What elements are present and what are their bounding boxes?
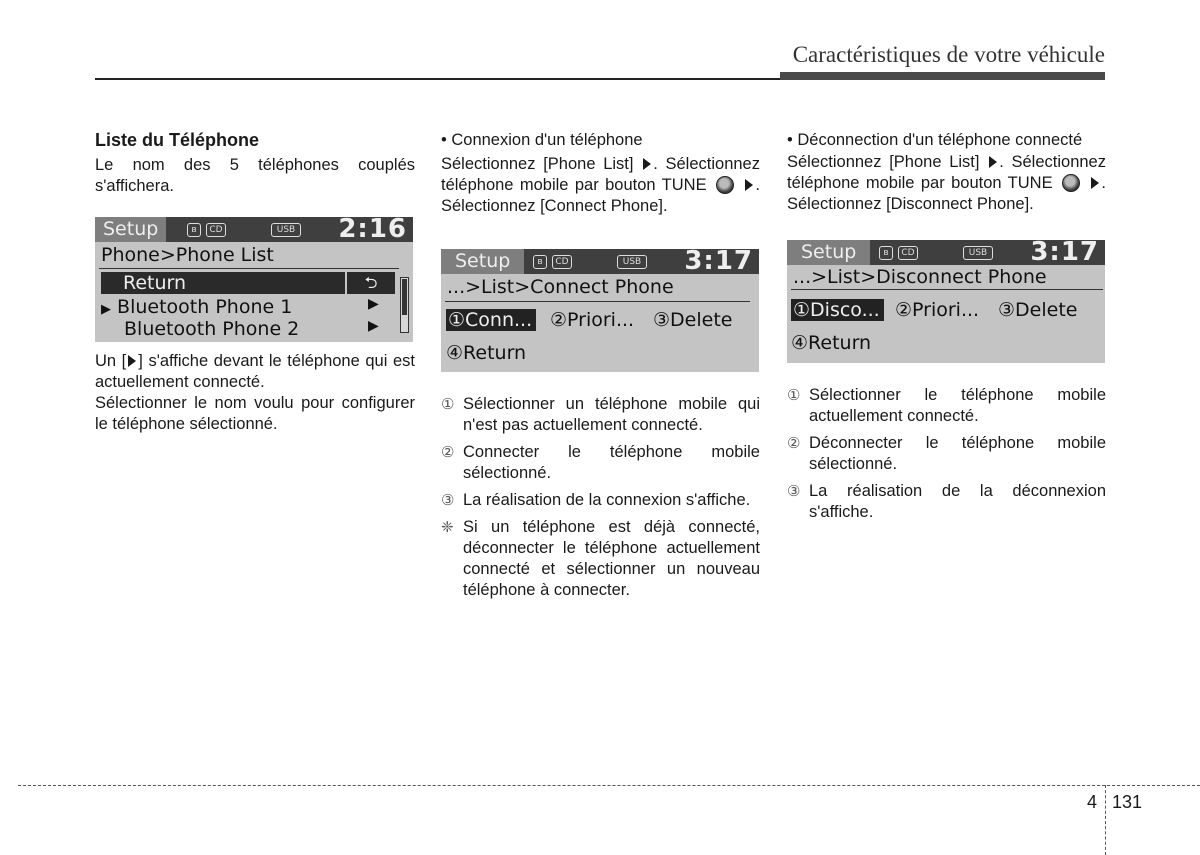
cd-icon: CD xyxy=(552,255,572,269)
page-header-title: Caractéristiques de votre véhicule xyxy=(792,42,1105,67)
column-connect-phone-list xyxy=(441,394,760,607)
option-disconnect[interactable]: ①Disco... xyxy=(791,299,884,321)
page-number: 131 xyxy=(1112,792,1143,812)
list-number: ② xyxy=(787,435,801,452)
lcd-screen-phone-list xyxy=(95,217,413,342)
lcd-list-item[interactable]: Bluetooth Phone 2 xyxy=(124,318,300,340)
lcd-return-item[interactable]: Return xyxy=(101,272,345,294)
lcd-clock: 2:16 xyxy=(338,217,407,244)
chevron-right-icon: ▶ xyxy=(368,318,379,334)
column-phone-list xyxy=(95,130,415,197)
list-number: ③ xyxy=(441,492,455,509)
lcd-divider xyxy=(99,268,399,269)
text-fragment: ] s'affiche devant le téléphone qui est actuellement connecté. xyxy=(95,352,415,391)
list-text: La réalisation de la déconnexion s'affiche. xyxy=(809,482,1106,521)
list-text: Sélectionner le téléphone mobile actuellement connecté. xyxy=(809,386,1106,425)
footer-rule xyxy=(18,785,1200,786)
list-text: Si un téléphone est déjà connecté, déconnecter le téléphone actuellement connecté et sélectionner un nouveau téléphone à connecter. xyxy=(463,518,760,599)
list-text: La réalisation de la connexion s'affiche. xyxy=(463,491,751,509)
header-rule-thick xyxy=(780,72,1105,80)
cd-icon: CD xyxy=(898,246,918,260)
list-number: ② xyxy=(441,444,455,461)
usb-icon: USB xyxy=(617,255,647,269)
list-item xyxy=(787,481,1106,523)
list-item xyxy=(441,442,760,484)
lcd-divider xyxy=(791,289,1103,290)
list-number: ① xyxy=(787,387,801,404)
chevron-right-icon: ▶ xyxy=(368,296,379,312)
option-delete[interactable]: ③Delete xyxy=(653,309,733,331)
lcd-screen-disconnect-phone xyxy=(787,240,1105,363)
option-connect[interactable]: ①Conn... xyxy=(446,309,536,331)
lcd-setup-tab: Setup xyxy=(95,217,166,242)
usb-icon: USB xyxy=(963,246,993,260)
list-number: ❈ xyxy=(441,519,454,536)
option-return[interactable]: ④Return xyxy=(791,332,872,354)
play-marker-icon xyxy=(1091,177,1099,189)
bluetooth-icon: ʙ xyxy=(879,246,893,260)
option-delete[interactable]: ③Delete xyxy=(998,299,1078,321)
text-fragment: . Sélectionnez [Disconnect Phone]. xyxy=(787,174,1106,213)
option-priority[interactable]: ②Priori... xyxy=(895,299,980,321)
text-fragment: . Sélectionnez téléphone mobile par bouton TUNE xyxy=(787,153,1106,192)
lcd-list-item-label: Bluetooth Phone 1 xyxy=(117,296,293,318)
lcd-path: Phone>Phone List xyxy=(101,244,274,266)
instruction-paragraph xyxy=(441,154,760,217)
bluetooth-icon: ʙ xyxy=(533,255,547,269)
tune-knob-icon xyxy=(716,176,734,194)
instruction-paragraph xyxy=(787,152,1106,215)
lcd-scrollbar xyxy=(400,277,409,333)
lcd-divider xyxy=(445,301,750,302)
connected-marker-paragraph xyxy=(95,351,415,393)
cd-icon: CD xyxy=(206,223,226,237)
play-marker-icon xyxy=(643,158,651,170)
list-item xyxy=(441,490,760,511)
lcd-clock: 3:17 xyxy=(1030,240,1099,267)
list-item xyxy=(441,517,760,601)
column-connect-phone xyxy=(441,130,760,217)
list-number: ③ xyxy=(787,483,801,500)
text-fragment: . Sélectionnez téléphone mobile par bouton TUNE xyxy=(441,155,760,194)
intro-paragraph: Le nom des 5 téléphones couplés s'affichera. xyxy=(95,156,415,195)
play-marker-icon xyxy=(745,179,753,191)
header-rule xyxy=(95,78,780,80)
list-text: Sélectionner un téléphone mobile qui n'est pas actuellement connecté. xyxy=(463,395,760,434)
play-marker-icon xyxy=(989,156,997,168)
list-item xyxy=(441,394,760,436)
lcd-clock: 3:17 xyxy=(684,249,753,276)
lcd-scrollbar-thumb xyxy=(402,279,407,315)
lcd-list-item[interactable]: ▶ Bluetooth Phone 1 xyxy=(101,296,293,318)
list-number: ① xyxy=(441,396,455,413)
lcd-screen-connect-phone xyxy=(441,249,759,372)
lcd-path: ...>List>Disconnect Phone xyxy=(793,266,1047,288)
lcd-setup-tab: Setup xyxy=(787,240,870,265)
bullet-disconnect-phone: • Déconnection d'un téléphone connecté xyxy=(787,131,1083,149)
column-disconnect-phone-list xyxy=(787,385,1106,529)
play-marker-icon xyxy=(128,355,136,367)
list-text: Déconnecter le téléphone mobile sélectionné. xyxy=(809,434,1106,473)
select-name-paragraph: Sélectionner le nom voulu pour configurer le téléphone sélectionné. xyxy=(95,394,415,433)
section-heading: Liste du Téléphone xyxy=(95,130,260,150)
numbered-list xyxy=(441,394,760,601)
bullet-connect-phone: • Connexion d'un téléphone xyxy=(441,131,643,149)
tune-knob-icon xyxy=(1062,174,1080,192)
column-disconnect-phone xyxy=(787,130,1106,215)
text-fragment: Sélectionnez [Phone List] xyxy=(441,155,634,173)
lcd-setup-tab: Setup xyxy=(441,249,524,274)
back-arrow-icon[interactable]: ⮌ xyxy=(347,272,395,294)
lcd-path: ...>List>Connect Phone xyxy=(447,276,674,298)
text-fragment: . Sélectionnez [Connect Phone]. xyxy=(441,176,760,215)
usb-icon: USB xyxy=(271,223,301,237)
footer-divider xyxy=(1105,785,1106,855)
bluetooth-icon: ʙ xyxy=(187,223,201,237)
text-fragment: Un [ xyxy=(95,352,127,370)
option-return[interactable]: ④Return xyxy=(446,342,527,364)
list-item xyxy=(787,433,1106,475)
list-item xyxy=(787,385,1106,427)
list-text: Connecter le téléphone mobile sélectionné. xyxy=(463,443,760,482)
numbered-list xyxy=(787,385,1106,523)
chapter-number: 4 xyxy=(1087,792,1098,812)
text-fragment: Sélectionnez [Phone List] xyxy=(787,153,980,171)
option-priority[interactable]: ②Priori... xyxy=(550,309,635,331)
column-phone-list-notes xyxy=(95,351,415,435)
